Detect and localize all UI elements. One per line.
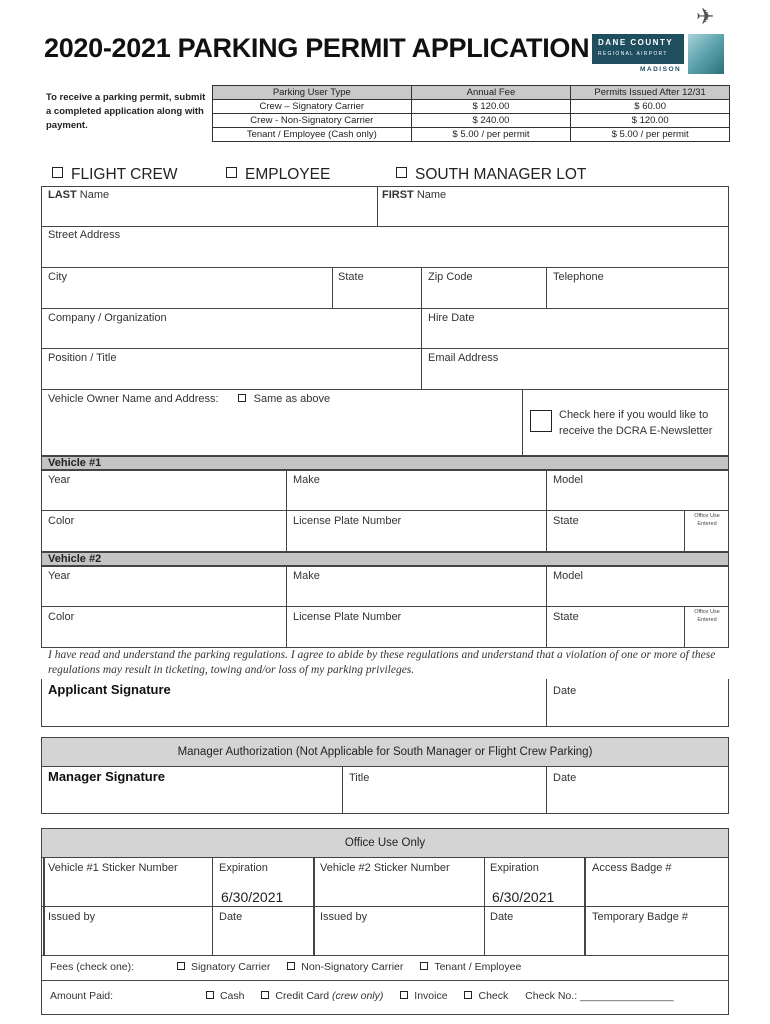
vehicle-1-grid xyxy=(41,470,729,552)
agreement-text: I have read and understand the parking regulations. I agree to abide by these regulations and understand that a violation of one or more of these regulations may result in ticketing, towing and/or loss of my parking privileges. xyxy=(48,649,716,676)
expiration-2-label: Expiration xyxy=(490,862,539,874)
vehicle-2-year[interactable]: Year xyxy=(48,570,71,582)
manager-authorization-heading: Manager Authorization (Not Applicable for South Manager or Flight Crew Parking) xyxy=(41,737,729,767)
vehicle-2-make[interactable]: Make xyxy=(293,570,320,582)
vehicle-owner-field[interactable]: Vehicle Owner Name and Address: Same as above xyxy=(48,393,331,405)
fee-non-signatory-checkbox[interactable] xyxy=(287,962,295,970)
newsletter-checkbox[interactable] xyxy=(530,410,552,432)
expiration-1-value: 6/30/2021 xyxy=(221,889,284,905)
manager-date-field[interactable]: Date xyxy=(553,772,577,784)
newsletter-label: Check here if you would like to receive the DCRA E-Newsletter xyxy=(559,409,713,437)
south-manager-lot-checkbox[interactable] xyxy=(396,167,407,178)
company-field[interactable]: Company / Organization xyxy=(48,312,167,324)
street-address-field[interactable]: Street Address xyxy=(48,229,121,241)
applicant-date-field[interactable]: Date xyxy=(553,685,577,697)
pay-cash-checkbox[interactable] xyxy=(206,991,214,999)
manager-signature-field[interactable]: Manager Signature xyxy=(48,769,166,784)
employee-checkbox[interactable] xyxy=(226,167,237,178)
vehicle-1-sticker-field[interactable]: Vehicle #1 Sticker Number xyxy=(48,862,178,874)
vehicle-2-color[interactable]: Color xyxy=(48,611,75,623)
date-1-field[interactable]: Date xyxy=(219,911,243,923)
fee-row: Crew - Non-Signatory Carrier $ 240.00 $ 120.00 xyxy=(213,114,730,128)
issued-by-1-field[interactable]: Issued by xyxy=(48,911,96,923)
airplane-icon: ✈ xyxy=(696,4,715,29)
fee-tenant-checkbox[interactable] xyxy=(420,962,428,970)
logo-tile xyxy=(688,34,724,74)
manager-title-field[interactable]: Title xyxy=(349,772,370,784)
last-name-field[interactable]: LAST Name xyxy=(48,189,110,201)
date-2-field[interactable]: Date xyxy=(490,911,514,923)
vehicle-2-plate[interactable]: License Plate Number xyxy=(293,611,402,623)
fees-row: Fees (check one): Signatory Carrier Non-Signatory Carrier Tenant / Employee xyxy=(50,961,522,973)
office-use-heading: Office Use Only xyxy=(41,828,729,858)
vehicle-1-heading: Vehicle #1 xyxy=(41,456,729,470)
south-manager-lot-option[interactable]: SOUTH MANAGER LOT xyxy=(396,166,586,184)
vehicle-2-grid xyxy=(41,566,729,648)
expiration-1-label: Expiration xyxy=(219,862,268,874)
vehicle-2-model[interactable]: Model xyxy=(553,570,583,582)
zip-code-field[interactable]: Zip Code xyxy=(428,271,473,283)
city-field[interactable]: City xyxy=(48,271,67,283)
employee-option[interactable]: EMPLOYEE xyxy=(226,166,330,184)
email-field[interactable]: Email Address xyxy=(428,352,499,364)
position-field[interactable]: Position / Title xyxy=(48,352,117,364)
first-name-field[interactable]: FIRST Name xyxy=(382,189,447,201)
fee-signatory-checkbox[interactable] xyxy=(177,962,185,970)
vehicle-1-color[interactable]: Color xyxy=(48,515,75,527)
hire-date-field[interactable]: Hire Date xyxy=(428,312,475,324)
applicant-signature-field[interactable]: Applicant Signature xyxy=(48,682,171,697)
vehicle-1-plate[interactable]: License Plate Number xyxy=(293,515,402,527)
access-badge-field[interactable]: Access Badge # xyxy=(592,862,672,874)
state-field[interactable]: State xyxy=(338,271,364,283)
expiration-2-value: 6/30/2021 xyxy=(492,889,555,905)
fee-row: Tenant / Employee (Cash only) $ 5.00 / per permit $ 5.00 / per permit xyxy=(213,128,730,142)
fee-row: Crew – Signatory Carrier $ 120.00 $ 60.00 xyxy=(213,100,730,114)
check-number-field[interactable]: Check No.: ________________ xyxy=(525,990,674,1002)
vehicle-1-make[interactable]: Make xyxy=(293,474,320,486)
fee-table: Parking User Type Annual Fee Permits Issued After 12/31 Crew – Signatory Carrier $ 120.00 $ 60.00 Crew - Non-Signatory Carrier $ 240.00 $ 120.00 Tenant / Employee (Cash only) $ 5.00 / per permit $ 5.00 / per permit xyxy=(212,85,730,142)
vehicle-1-state[interactable]: State xyxy=(553,515,579,527)
telephone-field[interactable]: Telephone xyxy=(553,271,604,283)
intro-text: To receive a parking permit, submit a completed application along with payment. xyxy=(46,92,206,131)
temporary-badge-field[interactable]: Temporary Badge # xyxy=(592,911,688,923)
vehicle-1-office-use: Office Use Entered xyxy=(694,513,720,527)
vehicle-2-heading: Vehicle #2 xyxy=(41,552,729,566)
flight-crew-option[interactable]: FLIGHT CREW xyxy=(52,166,178,184)
page-title: 2020-2021 PARKING PERMIT APPLICATION xyxy=(44,33,590,63)
pay-invoice-checkbox[interactable] xyxy=(400,991,408,999)
vehicle-1-model[interactable]: Model xyxy=(553,474,583,486)
vehicle-2-sticker-field[interactable]: Vehicle #2 Sticker Number xyxy=(320,862,450,874)
pay-check-checkbox[interactable] xyxy=(464,991,472,999)
same-as-above-checkbox[interactable] xyxy=(238,394,246,402)
issued-by-2-field[interactable]: Issued by xyxy=(320,911,368,923)
pay-credit-checkbox[interactable] xyxy=(261,991,269,999)
airport-logo: ✈ DANE COUNTY REGIONAL AIRPORT MADISON xyxy=(592,4,732,76)
vehicle-2-state[interactable]: State xyxy=(553,611,579,623)
vehicle-2-office-use: Office Use Entered xyxy=(694,609,720,623)
vehicle-1-year[interactable]: Year xyxy=(48,474,71,486)
flight-crew-checkbox[interactable] xyxy=(52,167,63,178)
amount-paid-row: Amount Paid: Cash Credit Card (crew only) Invoice Check Check No.: ________________ xyxy=(50,990,674,1002)
